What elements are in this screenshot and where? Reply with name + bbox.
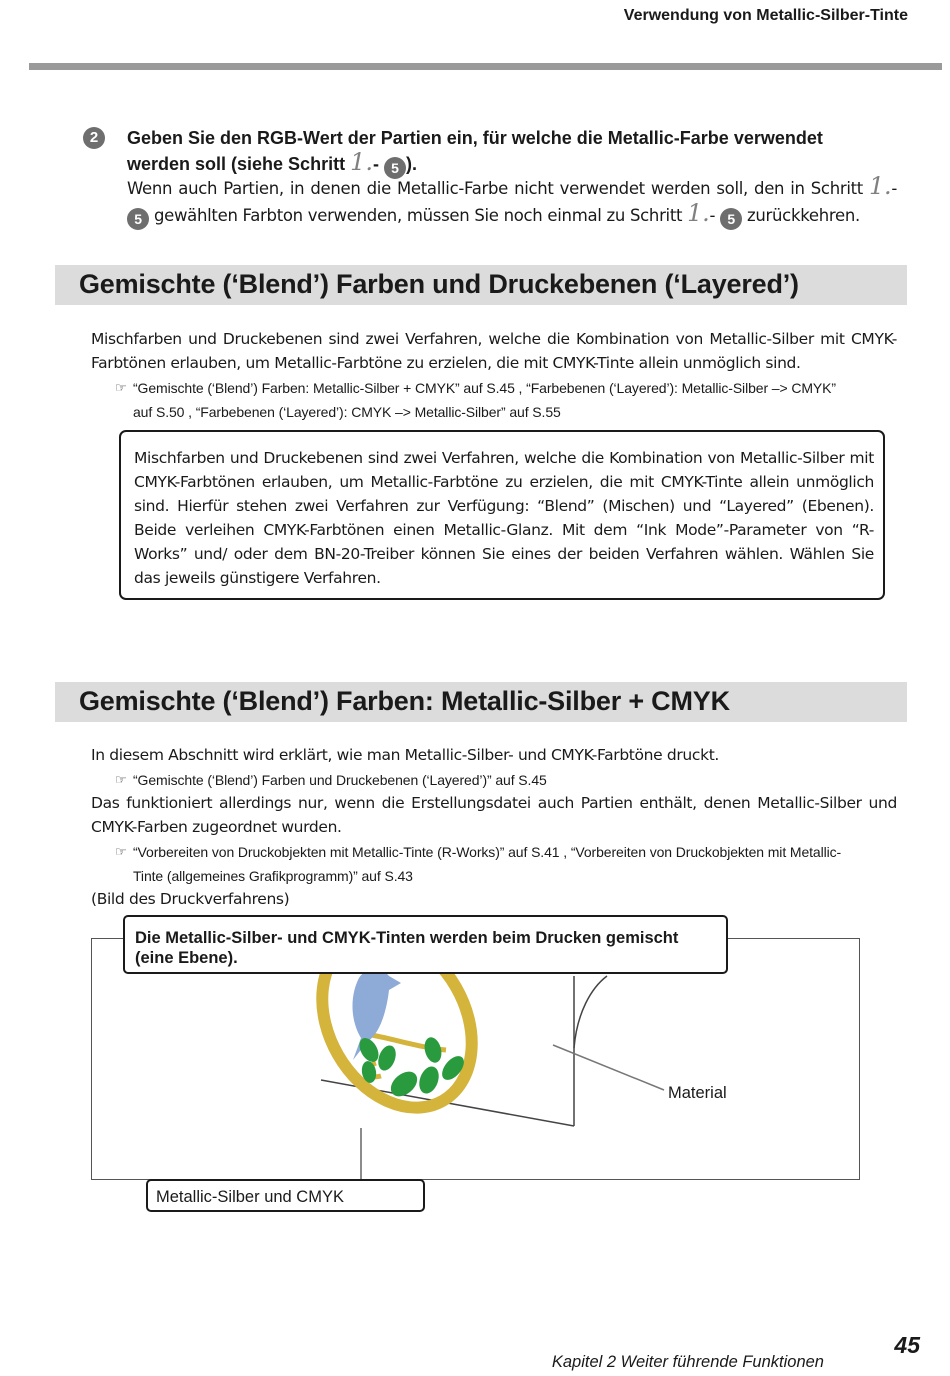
circled-number-icon: 5: [384, 157, 406, 179]
footer-chapter: Kapitel 2 Weiter führende Funktionen: [551, 1353, 824, 1371]
section-heading-bar: [55, 265, 907, 305]
cross-reference-link[interactable]: auf S.50 , “Farbebenen (‘Layered’): CMYK –> Metallic-Silber” auf S.55: [133, 404, 561, 420]
step-number-icon: 2: [83, 127, 105, 149]
step-body-ref-sep-a: -: [891, 179, 898, 198]
step-title-end: ).: [406, 154, 417, 174]
page-number: 45: [894, 1332, 920, 1358]
pointing-hand-icon: ☞: [115, 772, 127, 787]
header-rule: [29, 63, 942, 70]
step-title-text: Geben Sie den RGB-Wert der Partien ein, für welche die Metallic-Farbe verwendet werden soll (siehe Schritt: [127, 128, 823, 174]
cross-reference: [115, 840, 903, 888]
step-body: [127, 174, 897, 230]
step-body-ref-from-b: 1.: [687, 199, 710, 227]
section-heading-bar: [55, 682, 907, 722]
cross-reference-link[interactable]: “Gemischte (‘Blend’) Farben: Metallic-Silber + CMYK” auf S.45 , “Farbebenen (‘Layered’): Metallic-Silber –> CMYK”: [133, 380, 836, 396]
section2-intro: In diesem Abschnitt wird erklärt, wie man Metallic-Silber- und CMYK-Farbtöne druckt.: [91, 746, 719, 764]
callout-box: [119, 430, 885, 600]
image-caption: (Bild des Druckverfahrens): [91, 890, 290, 908]
callout-text: Mischfarben und Druckebenen sind zwei Verfahren, welche die Kombination von Metallic-Silber mit CMYK-Farbtönen erlauben, um Metallic-Farbtöne zu erzielen, die mit CMYK-Tinte allein unmöglich sind. Hierfür stehen zwei Verfahren zur Verfügung: “Blend” (Mischen) und “Layered” (Ebenen). Beide verleihen CMYK-Farbtönen einen Metallic-Glanz. Mit dem “Ink Mode”-Parameter von “R-Works” und/ oder dem BN-20-Treiber können Sie eines der beiden Verfahren wählen. Wählen Sie das jeweils günstigere Verfahren.: [134, 449, 874, 587]
step-ref-from: 1.: [350, 148, 373, 176]
step-body-ref-from-a: 1.: [869, 172, 892, 200]
section-title: Gemischte (‘Blend’) Farben und Druckebenen (‘Layered’): [79, 269, 799, 299]
circled-number-icon: 5: [720, 208, 742, 230]
ink-mix-label: Die Metallic-Silber- und CMYK-Tinten werden beim Drucken gemischt (eine Ebene).: [123, 915, 728, 974]
step-ref-sep: -: [372, 154, 379, 174]
section1-intro: Mischfarben und Druckebenen sind zwei Verfahren, welche die Kombination von Metallic-Silber mit CMYK-Farbtönen erlauben, um Metallic-Farbtöne zu erzielen, die mit CMYK-Tinte allein unmöglich sind.: [91, 330, 897, 372]
cross-reference-link[interactable]: Tinte (allgemeines Grafikprogramm)” auf S.43: [133, 868, 413, 884]
step-body-part3: zurückkehren.: [747, 206, 860, 225]
cross-reference: [115, 768, 903, 792]
step-body-part1: Wenn auch Partien, in denen die Metallic-Farbe nicht verwendet werden soll, den in Schritt: [127, 179, 863, 198]
step-title: [127, 126, 887, 179]
material-label: Material: [668, 1084, 727, 1102]
pointing-hand-icon: ☞: [115, 380, 127, 395]
metallic-cmyk-label: Metallic-Silber und CMYK: [146, 1179, 425, 1212]
section2-paragraph: Das funktioniert allerdings nur, wenn die Erstellungsdatei auch Partien enthält, denen Metallic-Silber und CMYK-Farben zugeordnet wurden.: [91, 794, 897, 836]
material-leader-line: [553, 1045, 664, 1090]
section-title: Gemischte (‘Blend’) Farben: Metallic-Silber + CMYK: [79, 686, 730, 716]
cross-reference-link[interactable]: “Gemischte (‘Blend’) Farben und Druckebenen (‘Layered’)” auf S.45: [133, 772, 547, 788]
pointing-hand-icon: ☞: [115, 844, 127, 859]
print-process-illustration: [91, 938, 860, 1180]
running-header-title: Verwendung von Metallic-Silber-Tinte: [623, 7, 908, 24]
cross-reference-link[interactable]: “Vorbereiten von Druckobjekten mit Metallic-Tinte (R-Works)” auf S.41 , “Vorbereiten von Druckobjekten mit Metallic-: [133, 844, 842, 860]
step-body-ref-sep-b: -: [709, 206, 716, 225]
step-body-part2: gewählten Farbton verwenden, müssen Sie noch einmal zu Schritt: [153, 206, 683, 225]
material-curl-line: [574, 976, 607, 1048]
cross-reference: [115, 376, 903, 424]
circled-number-icon: 5: [127, 208, 149, 230]
